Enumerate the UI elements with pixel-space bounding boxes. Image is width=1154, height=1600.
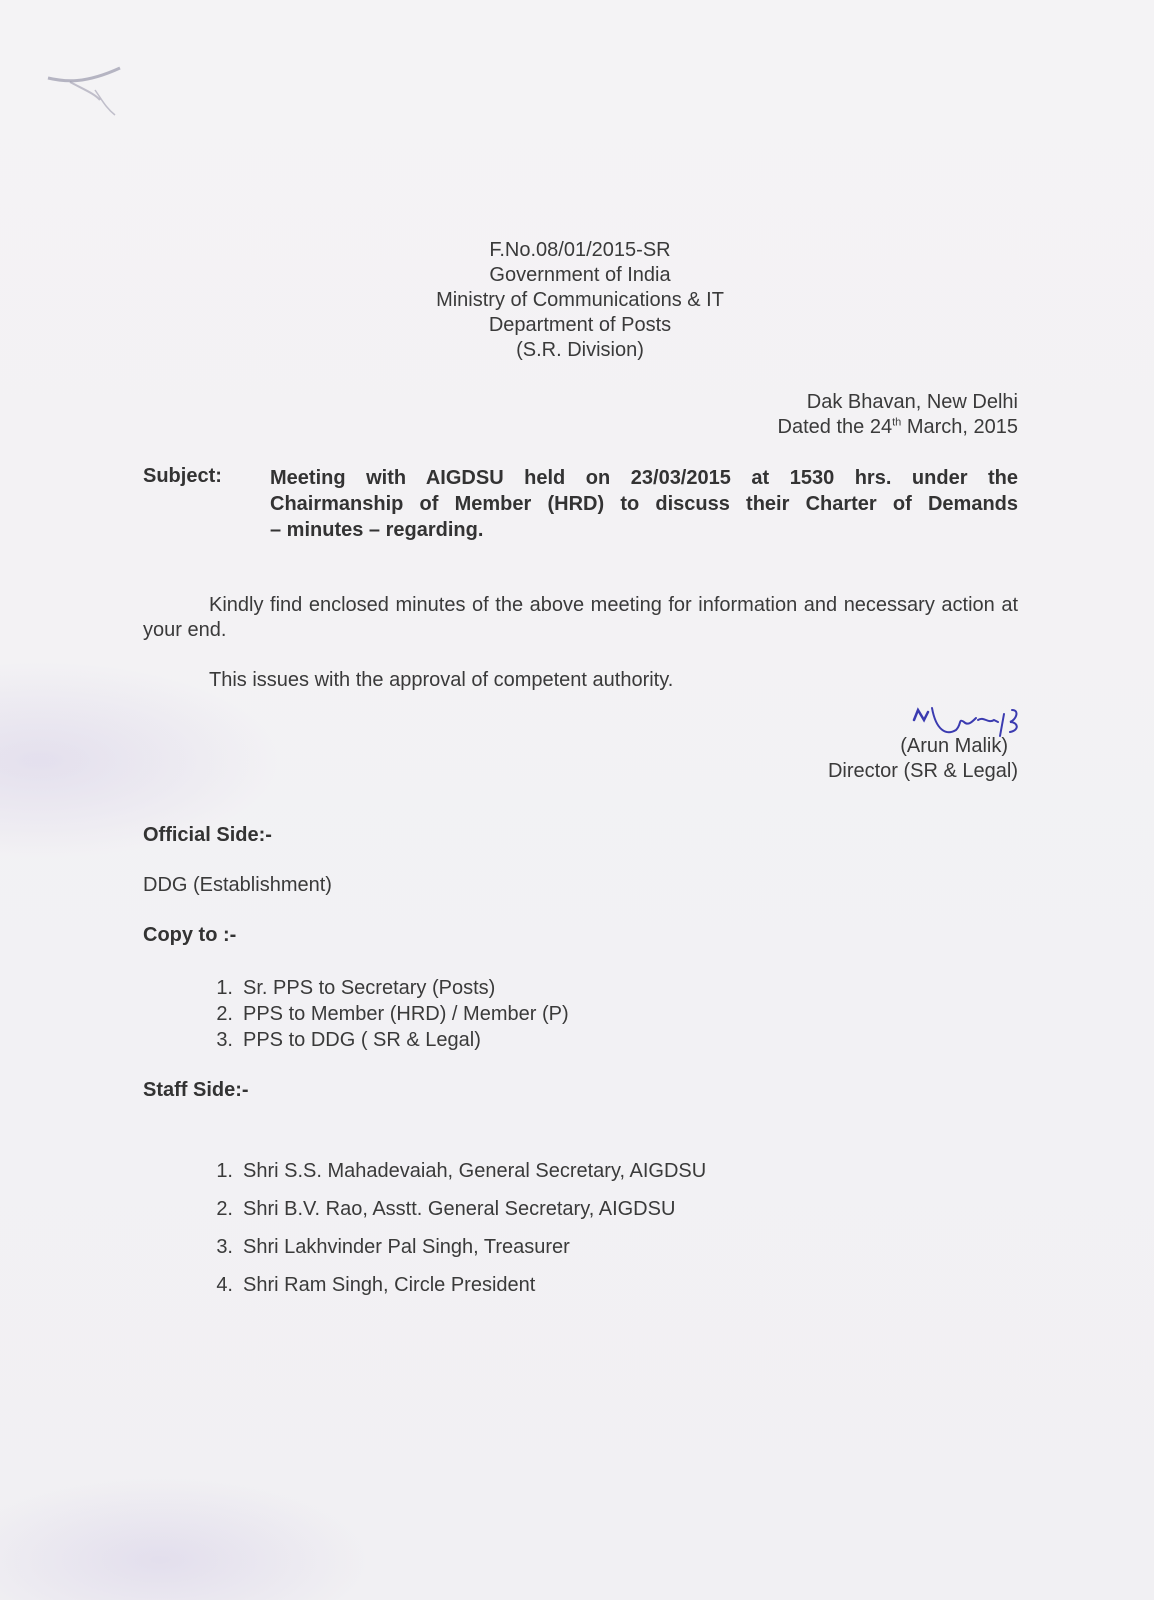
- official-side-heading: Official Side:-: [143, 824, 272, 846]
- staff-side-list: [197, 1152, 706, 1304]
- official-side-recipient: DDG (Establishment): [143, 874, 332, 896]
- department-line: Department of Posts: [488, 314, 672, 336]
- government-line: Government of India: [489, 264, 671, 286]
- place-date-block: [778, 390, 1018, 440]
- date: Dated the 24th March, 2015: [777, 416, 1018, 438]
- list-item: 3. Shri Lakhvinder Pal Singh, Treasurer: [216, 1236, 570, 1258]
- scribble-mark-icon: [40, 60, 140, 130]
- signatory-name: (Arun Malik): [900, 735, 1008, 757]
- list-item: 1. Shri S.S. Mahadevaiah, General Secretary, AIGDSU: [216, 1160, 707, 1182]
- list-item: 2. PPS to Member (HRD) / Member (P): [216, 1003, 569, 1025]
- subject-text: Meeting with AIGDSU held on 23/03/2015 at 1530 hrs. under the Chairmanship of Member (HRD) to discuss their Charter of Demands – minutes – regarding.: [270, 467, 1018, 541]
- signatory-designation: Director (SR & Legal): [827, 760, 1018, 782]
- list-item: 4. Shri Ram Singh, Circle President: [216, 1274, 536, 1296]
- staff-side-heading: Staff Side:-: [143, 1079, 249, 1101]
- subject-label: Subject:: [143, 465, 222, 487]
- list-item: 3. PPS to DDG ( SR & Legal): [216, 1029, 481, 1051]
- copy-to-heading: Copy to :-: [143, 924, 237, 946]
- ministry-line: Ministry of Communications & IT: [436, 289, 724, 311]
- body-paragraph-1: Kindly find enclosed minutes of the above meeting for information and necessary action at your end.: [143, 594, 1018, 641]
- list-item: 1. Sr. PPS to Secretary (Posts): [216, 977, 496, 999]
- letter-header: [380, 238, 780, 363]
- body-paragraph-2: This issues with the approval of competent authority.: [209, 669, 674, 691]
- division-line: (S.R. Division): [516, 339, 644, 361]
- place: Dak Bhavan, New Delhi: [806, 391, 1018, 413]
- copy-to-list: [197, 975, 569, 1053]
- signatory-block: [828, 734, 1018, 784]
- file-number: F.No.08/01/2015-SR: [489, 239, 671, 261]
- list-item: 2. Shri B.V. Rao, Asstt. General Secretary, AIGDSU: [216, 1198, 676, 1220]
